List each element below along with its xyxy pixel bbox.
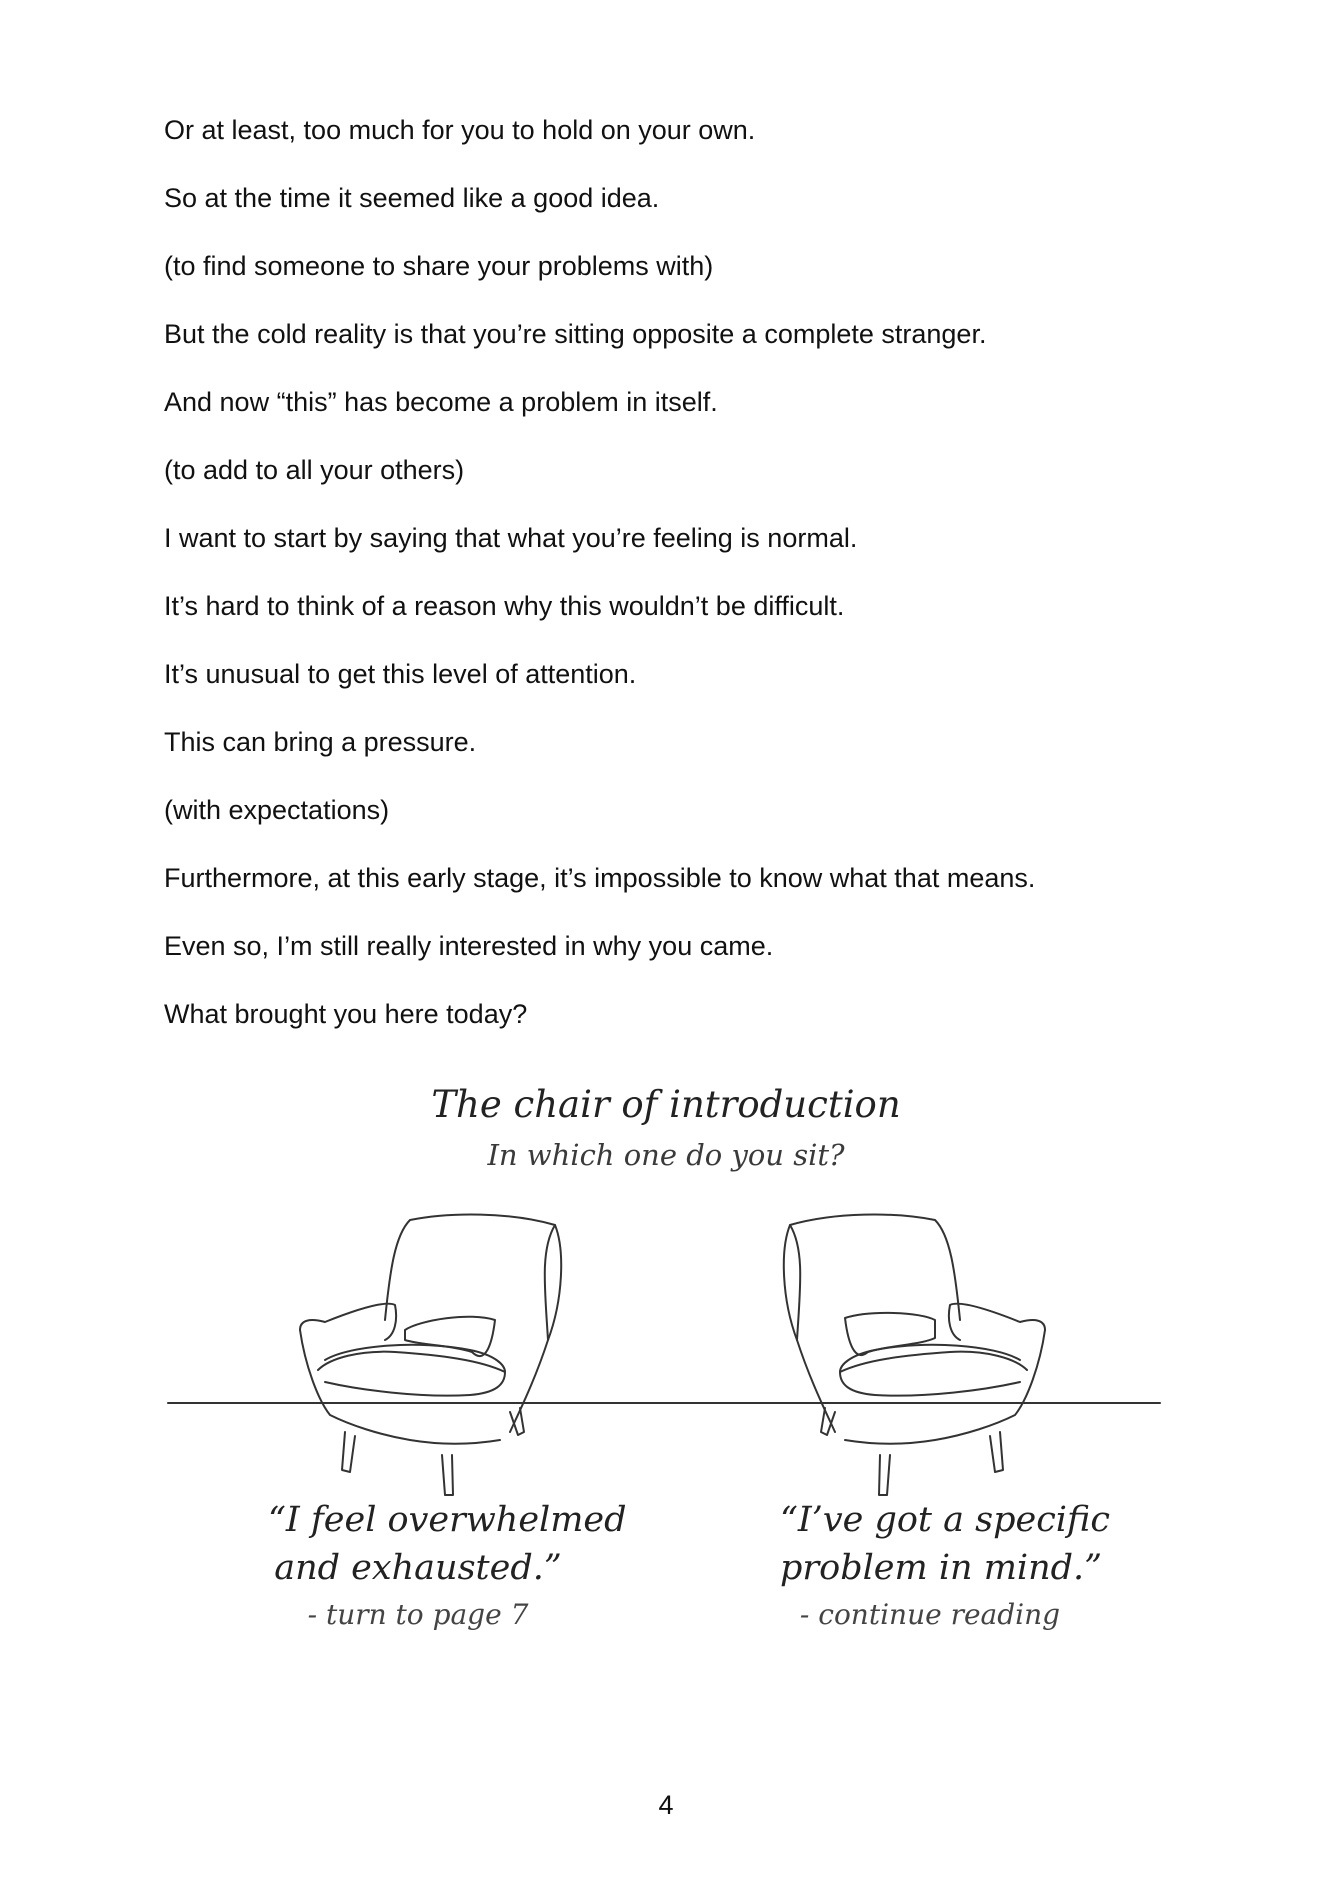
text-line: This can bring a pressure. [164, 727, 477, 757]
text-line: It’s hard to think of a reason why this wouldn’t be difficult. [164, 591, 845, 621]
text-line: But the cold reality is that you’re sitting opposite a complete stranger. [164, 319, 987, 349]
text-line: Furthermore, at this early stage, it’s impossible to know what that means. [164, 863, 1036, 893]
text-line: (to add to all your others) [164, 455, 465, 485]
right-choice-quote-line2: problem in mind.” [780, 1548, 1103, 1588]
illustration-subtitle: In which one do you sit? [487, 1138, 845, 1172]
right-choice-quote-line1: “I’ve got a specific [780, 1500, 1110, 1540]
left-choice-quote-line2: and exhausted.” [274, 1548, 562, 1588]
right-choice-note: - continue reading [799, 1598, 1061, 1631]
text-line: I want to start by saying that what you’re feeling is normal. [164, 523, 858, 553]
text-line: (to find someone to share your problems with) [164, 251, 714, 281]
text-line: (with expectations) [164, 795, 390, 825]
text-line: What brought you here today? [164, 999, 528, 1029]
page-number: 4 [658, 1790, 674, 1820]
text-line: Or at least, too much for you to hold on your own. [164, 115, 756, 145]
right-armchair-icon [784, 1215, 1045, 1495]
text-line: And now “this” has become a problem in itself. [164, 387, 718, 417]
text-line: It’s unusual to get this level of attention. [164, 659, 637, 689]
left-choice-note: - turn to page 7 [307, 1598, 529, 1631]
text-line: So at the time it seemed like a good idea. [164, 183, 660, 213]
illustration-title: The chair of introduction [431, 1083, 901, 1126]
text-line: Even so, I’m still really interested in why you came. [164, 931, 774, 961]
left-armchair-icon [300, 1215, 561, 1495]
left-choice-quote-line1: “I feel overwhelmed [268, 1500, 627, 1540]
